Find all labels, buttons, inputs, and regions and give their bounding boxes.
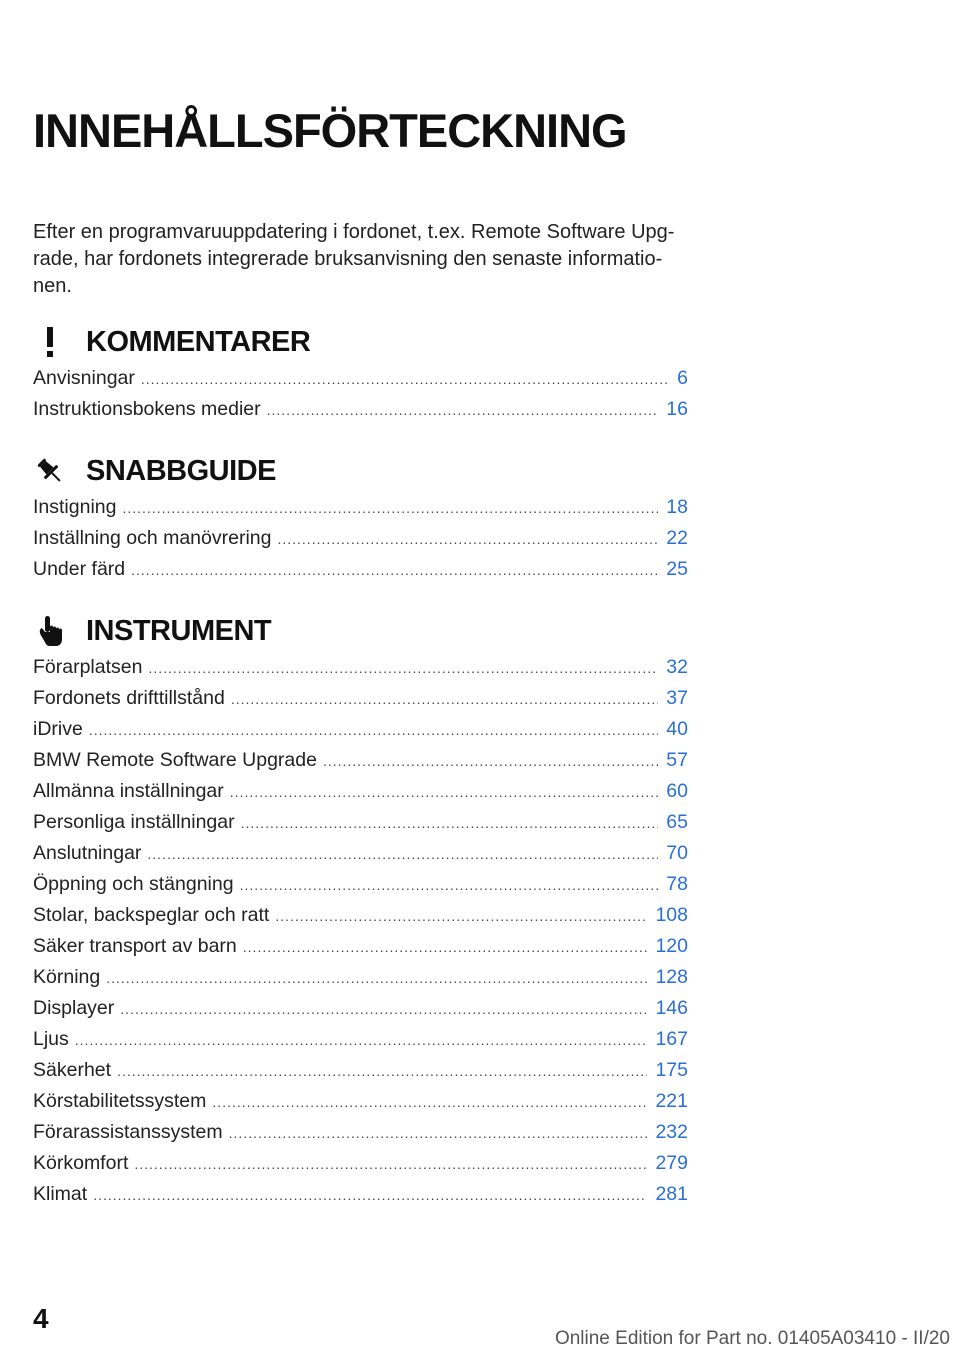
toc-entry[interactable]: [33, 398, 688, 426]
toc-page-number[interactable]: 57: [666, 749, 688, 771]
dot-leader: [148, 661, 658, 675]
section-title: INSTRUMENT: [86, 614, 272, 647]
toc-page-number[interactable]: 167: [655, 1028, 688, 1050]
toc-page-number[interactable]: 37: [666, 687, 688, 709]
toc-entry[interactable]: [33, 935, 688, 963]
toc-entry[interactable]: [33, 1059, 688, 1087]
toc-page-number[interactable]: 281: [655, 1183, 688, 1205]
footer-edition-text: Online Edition for Part no. 01405A03410 - II/20: [554, 1328, 950, 1349]
toc-entry[interactable]: [33, 997, 688, 1025]
toc-entry-label: Körning: [33, 966, 101, 988]
toc-page-number[interactable]: 22: [666, 527, 688, 549]
intro-text: Efter en programvaruuppdatering i fordonet, t.ex. Remote Software Upg-rade, har fordonets integrerade bruksanvisning den senaste informatio-nen.: [33, 221, 675, 297]
toc-entry-label: Allmänna inställningar: [33, 780, 224, 802]
toc-entry-label: Körstabilitetssystem: [33, 1090, 207, 1112]
page-title: INNEHÅLLSFÖRTECKNING: [33, 104, 627, 157]
pointing-hand-icon: [33, 614, 67, 648]
toc-entry[interactable]: [33, 718, 688, 746]
dot-leader: [141, 372, 669, 386]
toc-entry[interactable]: [33, 1152, 688, 1180]
dot-leader: [212, 1095, 647, 1109]
toc-page-number[interactable]: 279: [655, 1152, 688, 1174]
dot-leader: [147, 847, 658, 861]
toc-page-number[interactable]: 16: [666, 398, 688, 420]
toc-entry[interactable]: [33, 558, 688, 586]
dot-leader: [122, 501, 658, 515]
dot-leader: [277, 532, 658, 546]
dot-leader: [120, 1002, 647, 1016]
toc-entry[interactable]: [33, 656, 688, 684]
toc-page-number[interactable]: 78: [666, 873, 688, 895]
toc-entry[interactable]: [33, 1028, 688, 1056]
toc-entry-label: Klimat: [33, 1183, 88, 1205]
toc-entry-label: Stolar, backspeglar och ratt: [33, 904, 270, 926]
toc-page-number[interactable]: 40: [666, 718, 688, 740]
toc-entry[interactable]: [33, 904, 688, 932]
toc-entry-label: Ljus: [33, 1028, 69, 1050]
dot-leader: [117, 1064, 647, 1078]
page-number: 4: [33, 1303, 49, 1334]
toc-entry[interactable]: [33, 780, 688, 808]
toc-entry-label: Inställning och manövrering: [33, 527, 272, 549]
toc-page-number[interactable]: 128: [655, 966, 688, 988]
toc-entry[interactable]: [33, 496, 688, 524]
section-header-snabbguide: [33, 451, 693, 491]
dot-leader: [134, 1157, 647, 1171]
toc-page-number[interactable]: 65: [666, 811, 688, 833]
dot-leader: [75, 1033, 648, 1047]
toc-entry-label: Anslutningar: [33, 842, 142, 864]
section-header-instrument: [33, 611, 693, 651]
toc-page-number[interactable]: 25: [666, 558, 688, 580]
toc-page-number[interactable]: 60: [666, 780, 688, 802]
toc-entry-label: Förarassistanssystem: [33, 1121, 223, 1143]
dot-leader: [106, 971, 647, 985]
toc-entry-label: Fordonets drifttillstånd: [33, 687, 225, 709]
section-title: KOMMENTARER: [86, 325, 311, 358]
dot-leader: [267, 403, 659, 417]
dot-leader: [229, 1126, 648, 1140]
dot-leader: [93, 1188, 647, 1202]
toc-entry-label: Instruktionsbokens medier: [33, 398, 261, 420]
toc-entry-label: Personliga inställningar: [33, 811, 235, 833]
section-header-kommentarer: [33, 322, 693, 362]
toc-entry-label: iDrive: [33, 718, 83, 740]
toc-entry[interactable]: [33, 811, 688, 839]
toc-entry[interactable]: [33, 1183, 688, 1211]
dot-leader: [231, 692, 658, 706]
dot-leader: [243, 940, 648, 954]
toc-entry[interactable]: [33, 873, 688, 901]
toc-entry-label: Körkomfort: [33, 1152, 129, 1174]
toc-page-number[interactable]: 32: [666, 656, 688, 678]
dot-leader: [323, 754, 658, 768]
toc-page-number[interactable]: 175: [655, 1059, 688, 1081]
toc-entry-label: Förarplatsen: [33, 656, 143, 678]
toc-entry-label: Säkerhet: [33, 1059, 112, 1081]
dot-leader: [275, 909, 647, 923]
dot-leader: [241, 816, 659, 830]
toc-entry-label: Öppning och stängning: [33, 873, 234, 895]
toc-page-number[interactable]: 146: [655, 997, 688, 1019]
toc-page-number[interactable]: 108: [655, 904, 688, 926]
toc-entry[interactable]: [33, 842, 688, 870]
dot-leader: [131, 563, 658, 577]
section-title: SNABBGUIDE: [86, 454, 276, 487]
toc-entry-label: Instigning: [33, 496, 117, 518]
toc-page-number[interactable]: 18: [666, 496, 688, 518]
toc-entry-label: Under färd: [33, 558, 126, 580]
toc-entry[interactable]: [33, 1121, 688, 1149]
toc-entry[interactable]: [33, 1090, 688, 1118]
toc-entry-label: Säker transport av barn: [33, 935, 237, 957]
toc-entry[interactable]: [33, 966, 688, 994]
toc-page-number[interactable]: 232: [655, 1121, 688, 1143]
toc-page-number[interactable]: 6: [677, 367, 688, 389]
toc-page-number[interactable]: 120: [655, 935, 688, 957]
pushpin-icon: [33, 454, 67, 488]
toc-entry[interactable]: [33, 367, 688, 395]
toc-page-number[interactable]: 221: [655, 1090, 688, 1112]
toc-page-number[interactable]: 70: [666, 842, 688, 864]
toc-entry-label: Displayer: [33, 997, 115, 1019]
toc-entry-label: Anvisningar: [33, 367, 135, 389]
dot-leader: [89, 723, 658, 737]
toc-entry[interactable]: [33, 749, 688, 777]
dot-leader: [240, 878, 659, 892]
toc-entry-label: BMW Remote Software Upgrade: [33, 749, 317, 771]
dot-leader: [230, 785, 659, 799]
toc-entry[interactable]: [33, 687, 688, 715]
toc-entry[interactable]: [33, 527, 688, 555]
exclamation-icon: [33, 325, 67, 359]
